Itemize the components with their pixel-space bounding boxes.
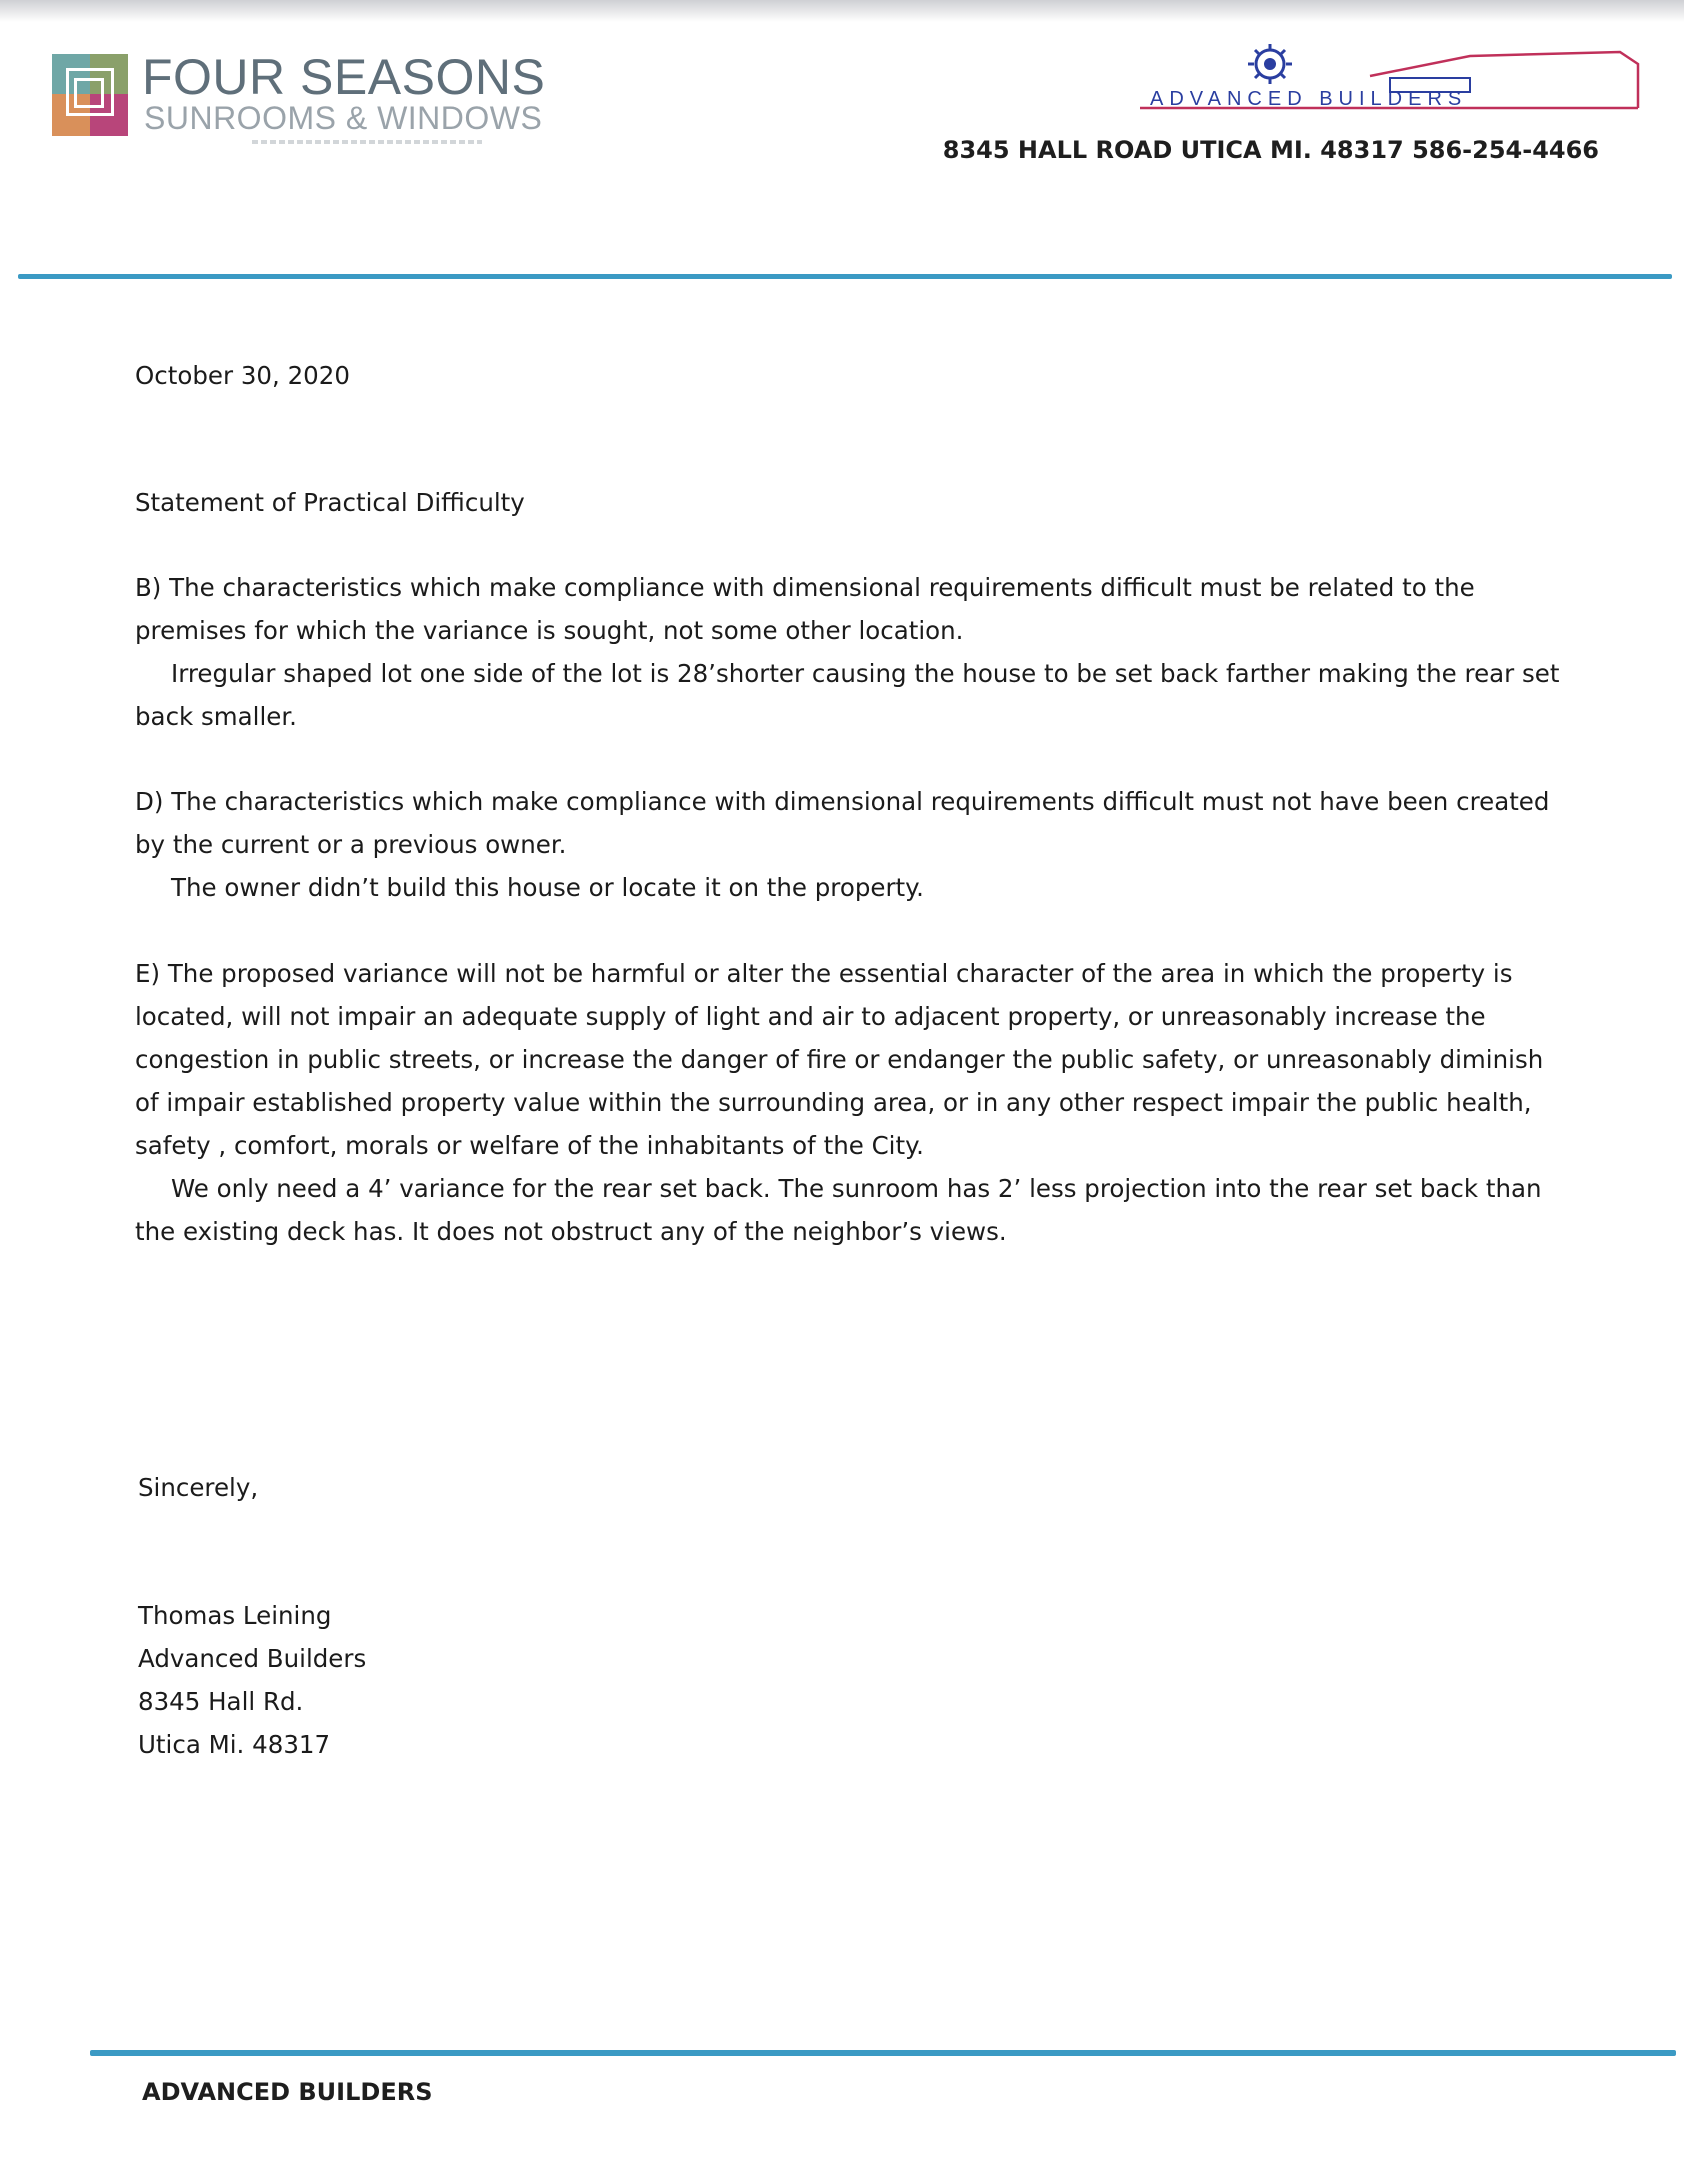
section-e-criterion: E) The proposed variance will not be harmful or alter the essential character of the area in which the property is located, will not impair an adequate supply of light and air to adjacent property, or unreasonably increase the congestion in public streets, or increase the danger of fire or endanger the public safety, or unreasonably diminish of impair established property value within the surrounding area, or in any other respect impair the public health, safety , comfort, morals or welfare of the inhabitants of the City.	[135, 959, 1544, 1160]
letter-subject: Statement of Practical Difficulty	[135, 488, 525, 517]
letter-date: October 30, 2020	[135, 361, 350, 390]
four-seasons-logo	[52, 49, 546, 162]
four-seasons-mark	[52, 54, 128, 138]
signature-name: Thomas Leining	[138, 1601, 332, 1630]
section-e-response: We only need a 4’ variance for the rear set back. The sunroom has 2’ less projection into the rear set back than the existing deck has. It does not obstruct any of the neighbor’s views.	[135, 1174, 1542, 1246]
letter-closing: Sincerely,	[138, 1473, 259, 1502]
footer-divider	[90, 2050, 1676, 2056]
company-address: 8345 HALL ROAD UTICA MI. 48317 586-254-4466	[942, 136, 1599, 164]
footer-company: ADVANCED BUILDERS	[142, 2078, 433, 2106]
section-d	[135, 780, 1565, 909]
signature-street: 8345 Hall Rd.	[138, 1687, 304, 1716]
four-seasons-subtitle: SUNROOMS & WINDOWS	[144, 100, 543, 136]
four-seasons-title: FOUR SEASONS	[142, 49, 546, 105]
section-b-response: Irregular shaped lot one side of the lot is 28’shorter causing the house to be set back farther making the rear set back smaller.	[135, 659, 1560, 731]
section-d-criterion: D) The characteristics which make compliance with dimensional requirements difficult must not have been created by the current or a previous owner.	[135, 787, 1550, 859]
scan-shadow	[0, 0, 1684, 22]
four-seasons-tagline	[252, 140, 482, 144]
advanced-builders-wordmark: ADVANCED BUILDERS	[1150, 88, 1468, 110]
section-b	[135, 566, 1565, 738]
section-b-criterion: B) The characteristics which make compliance with dimensional requirements difficult must be related to the premises for which the variance is sought, not some other location.	[135, 573, 1475, 645]
signature-company: Advanced Builders	[138, 1644, 367, 1673]
section-e	[135, 952, 1565, 1253]
signature-block	[138, 1594, 1568, 1766]
advanced-builders-logo	[1140, 42, 1640, 122]
header-divider	[18, 274, 1672, 279]
signature-city: Utica Mi. 48317	[138, 1730, 331, 1759]
section-d-response: The owner didn’t build this house or locate it on the property.	[171, 873, 924, 902]
